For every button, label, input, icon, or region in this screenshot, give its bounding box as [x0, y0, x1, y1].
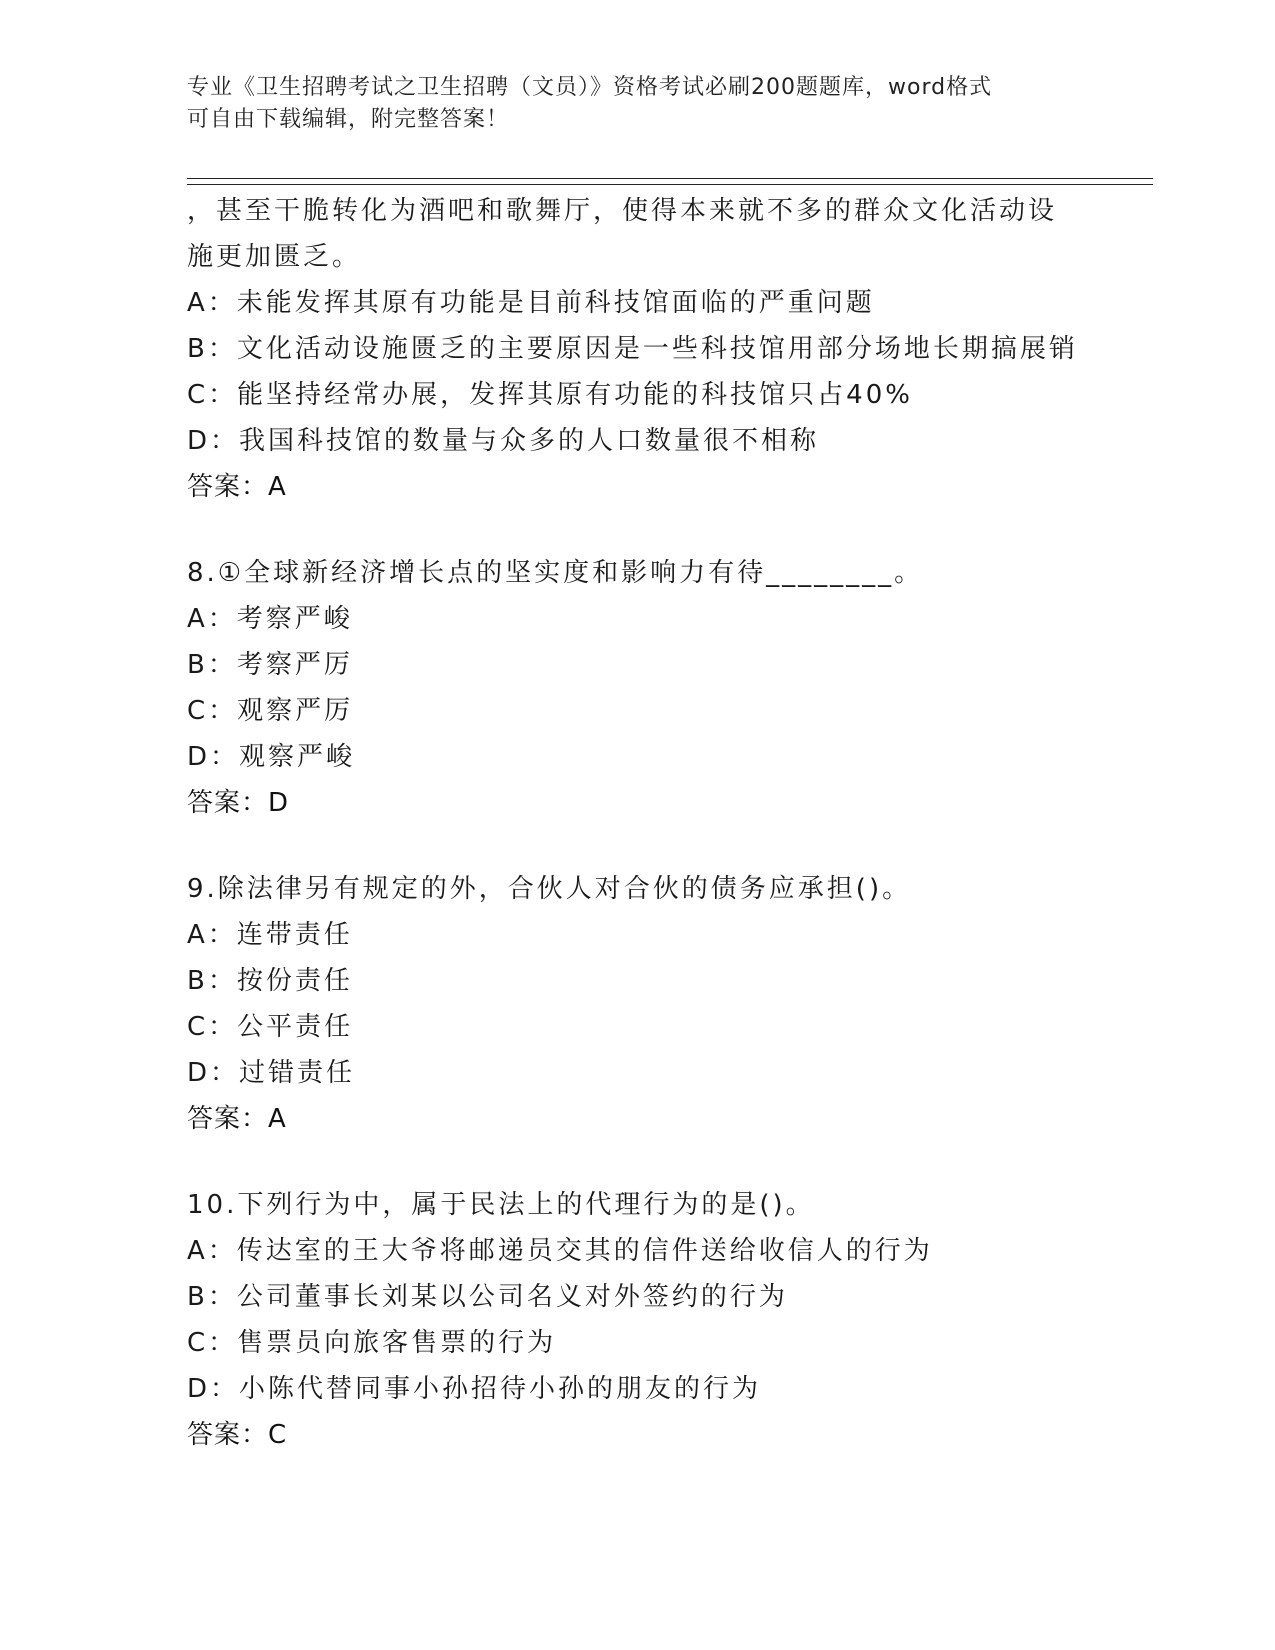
- question-7-text-line-1: ，甚至干脆转化为酒吧和歌舞厅，使得本来就不多的群众文化活动设: [187, 196, 1058, 226]
- question-7-text-line-2: 施更加匮乏。: [187, 242, 362, 272]
- question-9-option-c: C：公平责任: [187, 1012, 354, 1042]
- question-7-option-c: C：能坚持经常办展，发挥其原有功能的科技馆只占40%: [187, 380, 913, 410]
- question-8-stem: 8.①全球新经济增长点的坚实度和影响力有待________。: [187, 558, 924, 588]
- question-7-answer: 答案：A: [187, 472, 287, 502]
- question-7-option-b: B：文化活动设施匮乏的主要原因是一些科技馆用部分场地长期搞展销: [187, 334, 1078, 364]
- spacer: [187, 826, 1147, 866]
- document-header: [187, 72, 1067, 136]
- question-10: [187, 1182, 1147, 1458]
- question-9-option-d: D：过错责任: [187, 1058, 356, 1088]
- question-10-stem: 10.下列行为中，属于民法上的代理行为的是()。: [187, 1190, 815, 1220]
- question-10-option-c: C：售票员向旅客售票的行为: [187, 1328, 557, 1358]
- question-7-option-d: D：我国科技馆的数量与众多的人口数量很不相称: [187, 426, 820, 456]
- header-title-line-1: 专业《卫生招聘考试之卫生招聘（文员）》资格考试必刷200题题库，word格式: [187, 75, 993, 100]
- question-8-answer: 答案：D: [187, 788, 290, 818]
- question-9-answer: 答案：A: [187, 1104, 287, 1134]
- question-7-option-a: A：未能发挥其原有功能是目前科技馆面临的严重问题: [187, 288, 875, 318]
- question-8-option-a: A：考察严峻: [187, 604, 353, 634]
- question-10-answer: 答案：C: [187, 1420, 288, 1450]
- question-8-option-c: C：观察严厉: [187, 696, 354, 726]
- question-8: [187, 550, 1147, 826]
- question-10-option-b: B：公司董事长刘某以公司名义对外签约的行为: [187, 1282, 788, 1312]
- question-7-continuation: [187, 188, 1147, 510]
- spacer: [187, 510, 1147, 550]
- question-9-option-a: A：连带责任: [187, 920, 353, 950]
- question-8-option-d: D：观察严峻: [187, 742, 356, 772]
- question-9-stem: 9.除法律另有规定的外，合伙人对合伙的债务应承担()。: [187, 874, 912, 904]
- header-divider-top: [187, 178, 1153, 179]
- question-10-option-d: D：小陈代替同事小孙招待小孙的朋友的行为: [187, 1374, 762, 1404]
- header-divider-bottom: [187, 184, 1153, 185]
- header-title-line-2: 可自由下载编辑，附完整答案！: [187, 107, 510, 132]
- question-9-option-b: B：按份责任: [187, 966, 353, 996]
- question-9: [187, 866, 1147, 1142]
- document-body: [187, 188, 1147, 1458]
- question-10-option-a: A：传达室的王大爷将邮递员交其的信件送给收信人的行为: [187, 1236, 933, 1266]
- spacer: [187, 1142, 1147, 1182]
- question-8-option-b: B：考察严厉: [187, 650, 353, 680]
